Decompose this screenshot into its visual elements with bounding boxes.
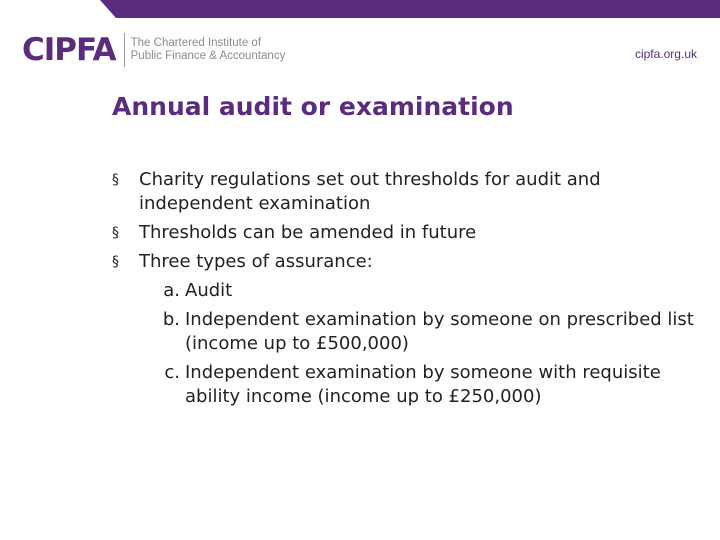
sub-list-text: Audit (185, 280, 233, 301)
sub-list-text: Independent examination by someone with requisite ability income (income up to £250,000) (185, 362, 661, 407)
bullet-marker-icon: § (112, 254, 119, 270)
site-url: cipfa.org.uk (634, 47, 697, 61)
sub-list-marker: c. (164, 362, 180, 383)
bullet-text: Three types of assurance: (139, 251, 373, 272)
bullet-item (112, 168, 702, 216)
bullet-list (112, 168, 702, 274)
top-accent-bar (0, 0, 720, 18)
sub-list-item (112, 279, 702, 303)
slide-content (112, 168, 702, 414)
logo-mark: CIPFA (22, 32, 116, 68)
bullet-marker-icon: § (112, 225, 119, 241)
slide-title: Annual audit or examination (112, 92, 514, 121)
assurance-types-list (112, 279, 702, 409)
sub-list-item (112, 361, 702, 409)
sub-list-marker: a. (163, 280, 180, 301)
bullet-item (112, 250, 702, 274)
sub-list-marker: b. (162, 309, 180, 330)
logo-tagline-line1: The Chartered Institute of (130, 37, 262, 49)
bullet-text: Thresholds can be amended in future (139, 222, 477, 243)
logo-tagline (131, 37, 286, 63)
logo-divider (124, 33, 125, 67)
bullet-marker-icon: § (112, 172, 119, 188)
cipfa-logo (22, 30, 285, 70)
logo-tagline-line2: Public Finance & Accountancy (130, 50, 286, 62)
sub-list-item (112, 308, 702, 356)
bullet-item (112, 221, 702, 245)
bullet-text: Charity regulations set out thresholds for audit and independent examination (139, 169, 601, 214)
sub-list-text: Independent examination by someone on prescribed list (income up to £500,000) (185, 309, 694, 354)
